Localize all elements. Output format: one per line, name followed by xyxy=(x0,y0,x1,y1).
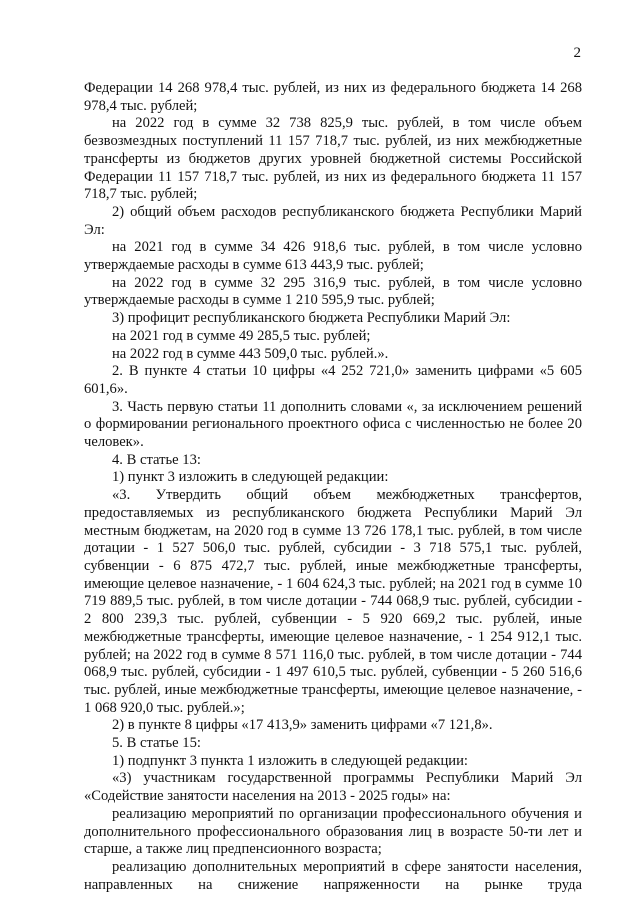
paragraph: на 2022 год в сумме 32 295 316,9 тыс. рублей, в том числе условно утверждаемые расходы в сумме 1 210 595,9 тыс. рублей; xyxy=(84,274,582,309)
paragraph: 1) подпункт 3 пункта 1 изложить в следующей редакции: xyxy=(112,752,468,769)
paragraph: 2) в пункте 8 цифры «17 413,9» заменить цифрами «7 121,8». xyxy=(112,717,493,734)
paragraph: 2) общий объем расходов республиканского бюджета Республики Марий Эл: xyxy=(84,203,582,238)
paragraph: 3. Часть первую статьи 11 дополнить словами «, за исключением решений о формировании регионального проектного офиса с численностью не более 20 человек». xyxy=(84,398,582,451)
paragraph: на 2021 год в сумме 34 426 918,6 тыс. рублей, в том числе условно утверждаемые расходы в сумме 613 443,9 тыс. рублей; xyxy=(84,239,582,274)
page-number: 2 xyxy=(573,45,581,61)
paragraph: на 2021 год в сумме 49 285,5 тыс. рублей; xyxy=(112,327,371,344)
paragraph: 1) пункт 3 изложить в следующей редакции: xyxy=(112,469,389,486)
paragraph: 4. В статье 13: xyxy=(112,451,201,468)
paragraph: Федерации 14 268 978,4 тыс. рублей, из них из федерального бюджета 14 268 978,4 тыс. рублей; xyxy=(84,80,582,114)
document-body xyxy=(84,80,582,894)
paragraph: 3) профицит республиканского бюджета Республики Марий Эл: xyxy=(112,310,511,327)
paragraph: 5. В статье 15: xyxy=(112,735,201,752)
paragraph: реализацию дополнительных мероприятий в сфере занятости населения, направленных на снижение напряженности на рынке труда xyxy=(84,858,582,893)
paragraph: «3. Утвердить общий объем межбюджетных трансфертов, предоставляемых из республиканского бюджета Республики Марий Эл местным бюджетам, на 2020 год в сумме 13 726 178,1 тыс. рублей, в том числе дотации - 1 527 506,0 тыс. рублей, субсидии - 3 718 575,1 тыс. рублей, субвенции - 6 875 472,7 тыс. рублей, иные межбюджетные трансферты, имеющие целевое назначение, - 1 604 624,3 тыс. рублей; на 2021 год в сумме 10 719 889,5 тыс. рублей, в том числе дотации - 744 068,9 тыс. рублей, субсидии - 2 800 239,3 тыс. рублей, субвенции - 5 920 669,2 тыс. рублей, иные межбюджетные трансферты, имеющие целевое назначение, - 1 254 912,1 тыс. рублей; на 2022 год в сумме 8 571 116,0 тыс. рублей, в том числе дотации - 744 068,9 тыс. рублей, субсидии - 1 497 610,5 тыс. рублей, субвенции - 5 260 516,6 тыс. рублей, иные межбюджетные трансферты, имеющие целевое назначение, - 1 068 920,0 тыс. рублей.»; xyxy=(84,487,582,716)
paragraph: 2. В пункте 4 статьи 10 цифры «4 252 721,0» заменить цифрами «5 605 601,6». xyxy=(84,363,582,397)
paragraph: на 2022 год в сумме 32 738 825,9 тыс. рублей, в том числе объем безвозмездных поступлений 11 157 718,7 тыс. рублей, из них межбюджетные трансферты из бюджетов других уровней бюджетной системы Российской Федерации 11 157 718,7 тыс. рублей, из них из федерального бюджета 11 157 718,7 тыс. рублей; xyxy=(84,115,582,203)
paragraph: на 2022 год в сумме 443 509,0 тыс. рублей.». xyxy=(112,345,389,362)
paragraph: реализацию мероприятий по организации профессионального обучения и дополнительного профессионального образования лиц в возрасте 50-ти лет и старше, а также лиц предпенсионного возраста; xyxy=(84,805,582,858)
paragraph: «3) участникам государственной программы Республики Марий Эл «Содействие занятости населения на 2013 - 2025 годы» на: xyxy=(84,770,582,805)
